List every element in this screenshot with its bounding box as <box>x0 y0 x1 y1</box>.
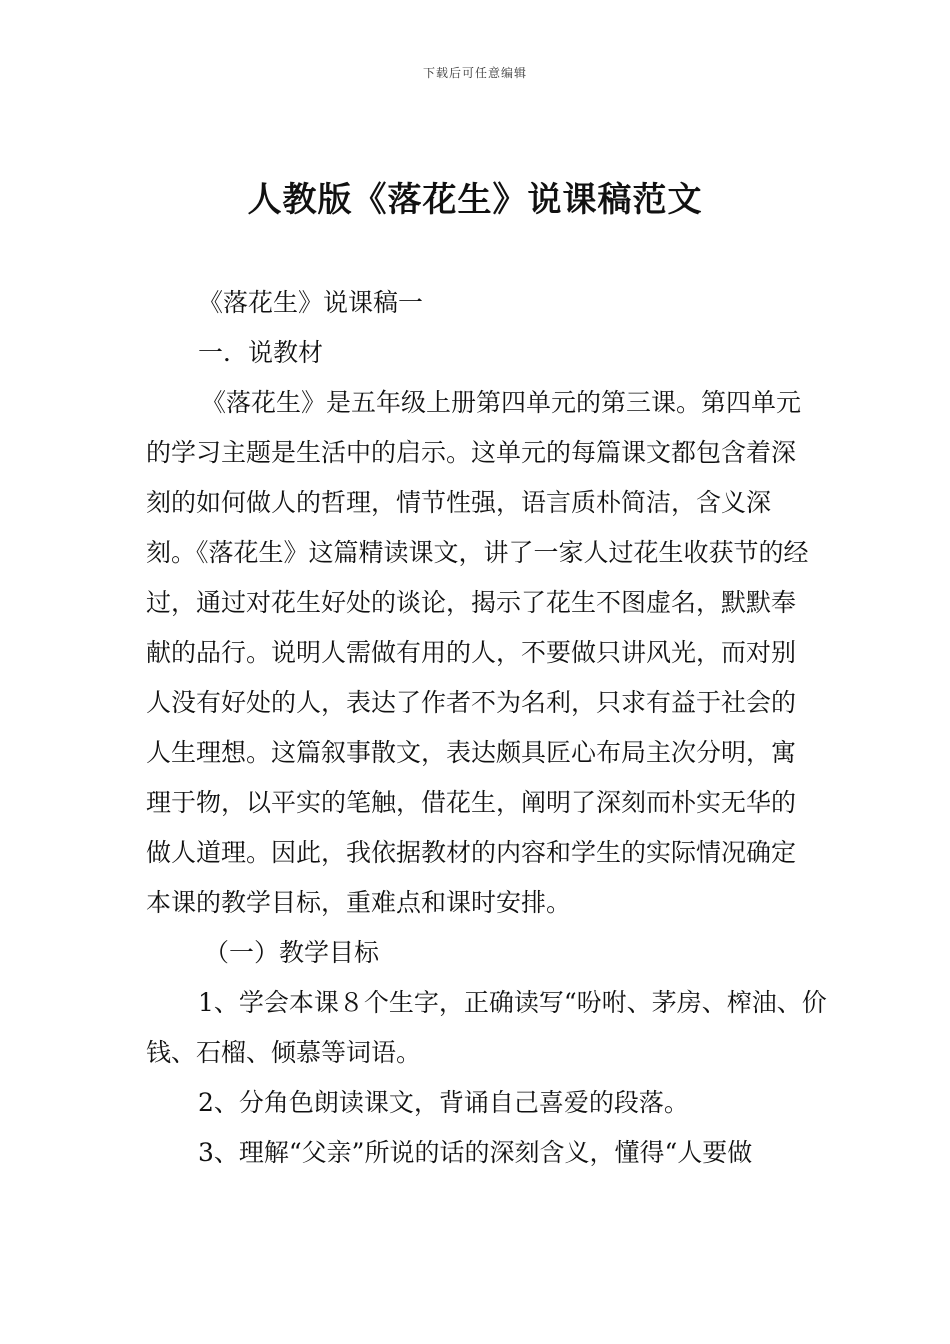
document-body <box>146 278 827 1178</box>
goal-item-2: 2、分角色朗读课文，背诵自己喜爱的段落。 <box>198 1088 689 1117</box>
section-heading-textbook: 一．说教材 <box>198 338 324 367</box>
subtitle: 《落花生》说课稿一 <box>198 288 424 317</box>
paragraph-textbook-analysis: 《落花生》是五年级上册第四单元的第三课。第四单元的学习主题是生活中的启示。这单元的每篇课文都包含着深刻的如何做人的哲理，情节性强，语言质朴简洁，含义深刻。《落花生》这篇精读课文，讲了一家人过花生收获节的经过，通过对花生好处的谈论，揭示了花生不图虚名，默默奉献的品行。说明人需做有用的人，不要做只讲风光，而对别人没有好处的人，表达了作者不为名利，只求有益于社会的人生理想。这篇叙事散文，表达颇具匠心布局主次分明，寓理于物，以平实的笔触，借花生，阐明了深刻而朴实无华的做人道理。因此，我依据教材的内容和学生的实际情况确定本课的教学目标，重难点和课时安排。 <box>146 388 809 917</box>
goal-item-1: 1、学会本课８个生字，正确读写“吩咐、茅房、榨油、价钱、石榴、倾慕等词语。 <box>146 988 827 1067</box>
document-title: 人教版《落花生》说课稿范文 <box>247 180 703 220</box>
header-note: 下载后可任意编辑 <box>422 66 527 80</box>
subsection-heading-goals: （一）教学目标 <box>204 938 380 967</box>
goal-item-3: 3、理解“父亲”所说的话的深刻含义，懂得“人要做 <box>198 1138 753 1167</box>
